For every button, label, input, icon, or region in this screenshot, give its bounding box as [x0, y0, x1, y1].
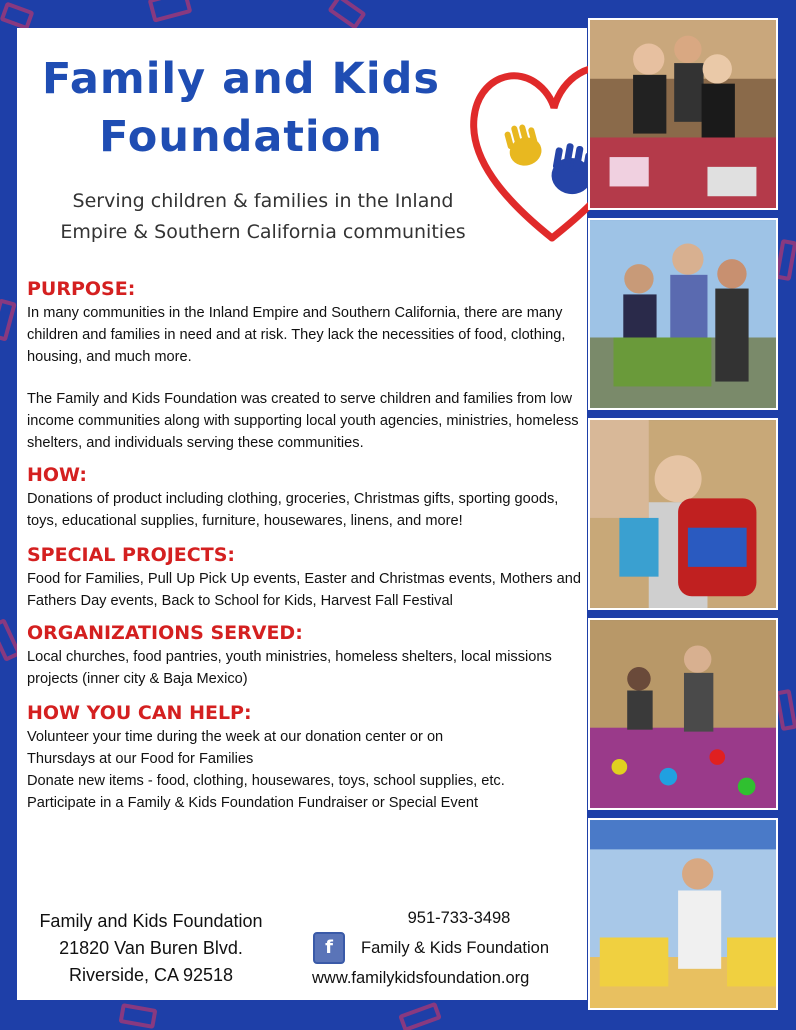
- page-title: [31, 50, 451, 166]
- background-decoration: [148, 0, 193, 23]
- purpose-paragraph-1: In many communities in the Inland Empire and Southern California, there are many children and families in need and at risk. They lack the necessities of food, clothing, housing, and much more.: [27, 305, 566, 365]
- footer-city: Riverside, CA 92518: [68, 965, 234, 985]
- flyer-sheet: [17, 28, 587, 1000]
- title-line-2: Foundation: [99, 112, 383, 162]
- background-decoration: [327, 0, 366, 30]
- tagline-line-2: Empire & Southern California communities: [60, 221, 466, 243]
- how-paragraph: Donations of product including clothing, groceries, Christmas gifts, sporting goods, toys, educational supplies, furniture, housewares, linens, and more!: [27, 491, 559, 529]
- tagline: [23, 186, 503, 248]
- background-decoration: [0, 298, 17, 341]
- organizations-paragraph: Local churches, food pantries, youth ministries, homeless shelters, local missions projects (inner city & Baja Mexico): [27, 649, 552, 687]
- title-line-1: Family and Kids: [42, 54, 440, 104]
- family-with-gift-photo: [588, 218, 778, 410]
- help-line-4: Participate in a Family & Kids Foundation Fundraiser or Special Event: [27, 795, 479, 811]
- how-you-can-help-heading: HOW YOU CAN HELP:: [27, 702, 252, 724]
- special-projects-paragraph: Food for Families, Pull Up Pick Up events, Easter and Christmas events, Mothers and Fathers Day events, Back to School for Kids, Harvest Fall Festival: [27, 571, 581, 609]
- phone-number[interactable]: 951-733-3498: [407, 909, 511, 927]
- facebook-link[interactable]: [307, 933, 587, 963]
- yellow-hand-icon: [503, 120, 545, 169]
- background-decoration: [119, 1003, 158, 1029]
- facebook-icon[interactable]: f: [313, 932, 345, 964]
- footer-address: [17, 908, 285, 989]
- website-link[interactable]: www.familykidsfoundation.org: [312, 969, 530, 987]
- help-line-3: Donate new items - food, clothing, housewares, toys, school supplies, etc.: [27, 773, 505, 789]
- background-decoration: [398, 1002, 442, 1030]
- help-line-2: Thursdays at our Food for Families: [27, 751, 254, 767]
- footer-street: 21820 Van Buren Blvd.: [59, 938, 243, 958]
- purpose-paragraph-2: The Family and Kids Foundation was created to serve children and families from low income communities along with supporting local youth agencies, ministries, homeless shelters, and individuals serving these communities.: [27, 391, 579, 451]
- footer-org-name: Family and Kids Foundation: [39, 911, 263, 931]
- help-line-1: Volunteer your time during the week at our donation center or on: [27, 729, 444, 745]
- main-content: [27, 276, 585, 814]
- purpose-heading: PURPOSE:: [27, 278, 136, 300]
- how-heading: HOW:: [27, 464, 88, 486]
- facebook-name[interactable]: Family & Kids Foundation: [361, 938, 550, 957]
- food-distribution-photo: [588, 818, 778, 1010]
- footer-contact: [307, 903, 587, 993]
- volunteer-with-backpack-photo: [588, 418, 778, 610]
- special-projects-heading: SPECIAL PROJECTS:: [27, 544, 235, 566]
- toy-donations-photo: [588, 618, 778, 810]
- volunteers-photo: [588, 18, 778, 210]
- tagline-line-1: Serving children & families in the Inland: [72, 190, 454, 212]
- organizations-heading: ORGANIZATIONS SERVED:: [27, 622, 303, 644]
- background-decoration: [0, 1, 35, 30]
